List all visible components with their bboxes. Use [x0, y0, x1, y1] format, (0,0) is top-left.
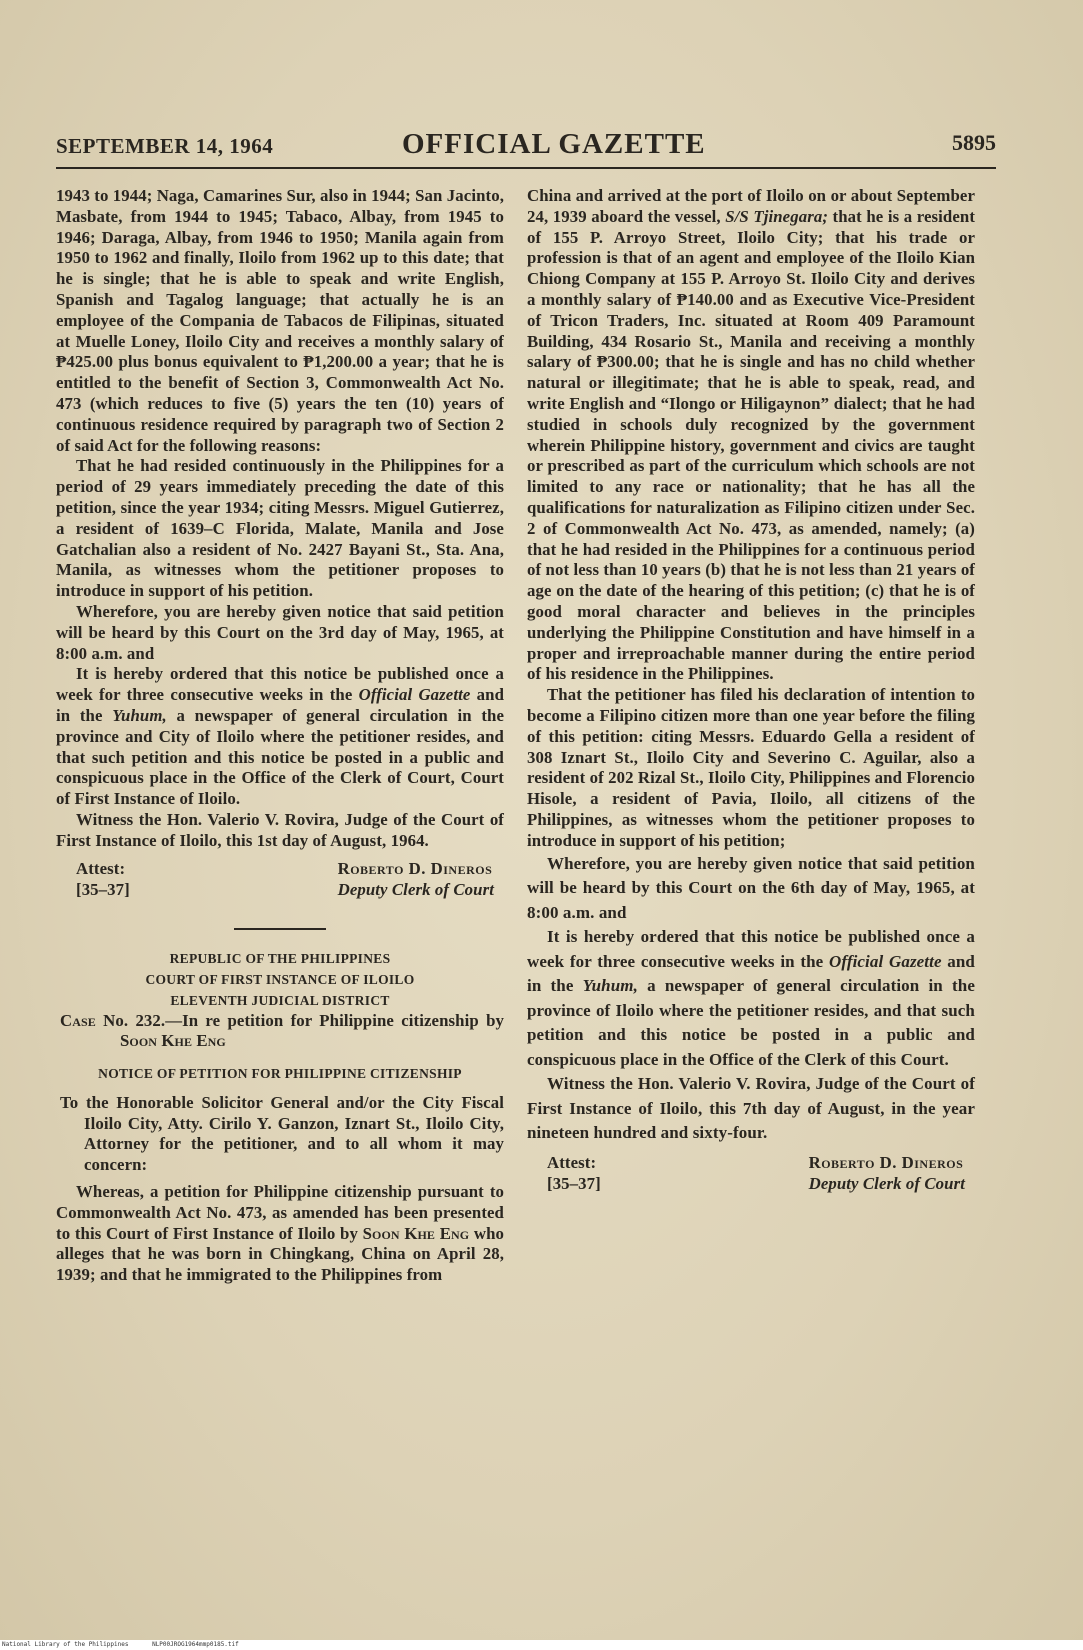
- paragraph-residence: That he had resided continuously in the Philippines for a period of 29 years immediately preceding the date of this petition, since the year 1934; citing Messrs. Miguel Gutierrez, a resident of 1639–C Florida, Malate, Manila and Jose Gatchalian also a resident of No. 2427 Bayani St., Sta. Ana, Manila, as witnesses whom the petitioner proposes to introduce in support of his petition.: [56, 456, 504, 601]
- district-heading: ELEVENTH JUDICIAL DISTRICT: [170, 992, 390, 1008]
- header-title: OFFICIAL GAZETTE: [402, 128, 706, 160]
- page-header: [56, 128, 996, 164]
- paragraph-wherefore: Wherefore, you are hereby given notice that said petition will be heard by this Court on the 3rd day of May, 1965, at 8:00 a.m. and: [56, 601, 504, 663]
- republic-heading: REPUBLIC OF THE PHILIPPINES: [169, 950, 391, 966]
- paragraph-declaration: That the petitioner has filed his declaration of intention to become a Filipino citizen more than one year before the filing of this petition: citing Messrs. Eduardo Gella a resident of 308 Iznart St., Iloilo City and Severino C. Aguilar, also a resident of 202 Rizal St., Iloilo City, Philippines and Florencio Hisole, a resident of Pavia, Iloilo, all citizens of the Philippines, as witnesses whom the petitioner proposes to introduce in support of his petition;: [527, 685, 975, 850]
- footer-filename: NLP00JROG1964mmp0185.tif: [152, 1641, 239, 1648]
- paragraph-whereas: Whereas, a petition for Philippine citizenship pursuant to Commonwealth Act No. 473, as amended has been presented to this Court of First Instance of Iloilo by Soon Khe Eng who alleges that he was born in Chingkang, China on April 28, 1939; and that he immigrated to the Philippines from: [56, 1182, 505, 1285]
- signer-name-right: Roberto D. Dineros: [808, 1152, 964, 1172]
- left-column: [56, 186, 504, 1286]
- attest-block-right: [527, 1152, 975, 1194]
- section-divider: [234, 928, 326, 930]
- header-date: SEPTEMBER 14, 1964: [56, 134, 274, 158]
- right-column: [527, 186, 975, 1194]
- page-number: 5895: [952, 130, 996, 155]
- continued-paragraph-right: China and arrived at the port of Iloilo on or about September 24, 1939 aboard the vessel, S/S Tjinegara; that he is a resident of 155 P. Arroyo Street, Iloilo City; that his trade or profession is that of an agent and employee of the Iloilo Kian Chiong Company at 155 P. Arroyo St. Iloilo City and derives a monthly salary of ₱140.00 and as Executive Vice-President of Tricon Traders, Inc. situated at Room 409 Paramount Building, 434 Rosario St., Manila and receiving a monthly salary of ₱300.00; that he is single and has no child whether natural or illegitimate; that he is able to speak, read, and write English and “Ilongo or Hiligaynon” dialect; that he had studied in schools duly recognized by the government wherein Philippine history, government and civics are taught or prescribed as part of the curriculum which schools are not limited to any race or nationality; that he has all the qualifications for naturalization as Filipino citizen under Sec. 2 of Commonwealth Act No. 473, as amended, namely; (a) that he had resided in the Philippines for a continuous period of not less than 10 years (b) that he is not less than 21 years of age on the date of the hearing of this petition; (c) that he is of good moral character and believes in the principles underlying the Philippine Constitution and have himself in a proper and irreproachable manner during the entire period of his residence in the Philippines.: [527, 186, 976, 684]
- attest-label: Attest:: [76, 858, 126, 878]
- case-caption: Case No. 232.—In re petition for Philippine citizenship by Soon Khe Eng: [60, 1010, 504, 1051]
- notice-title: NOTICE OF PETITION FOR PHILIPPINE CITIZENSHIP: [98, 1066, 462, 1082]
- publication-gazette: Official Gazette: [358, 685, 471, 705]
- paragraph-publication-order-right: It is hereby ordered that this notice be published once a week for three consecutive weeks in the Official Gazette and in the Yuhum, a newspaper of general circulation in the province of Iloilo where the petitioner resides, and that such petition and this notice be posted in a public and conspicuous place in the Office of the Clerk of this Court.: [527, 927, 975, 1069]
- signer-title-right: Deputy Clerk of Court: [808, 1173, 965, 1193]
- paragraph-publication-order: It is hereby ordered that this notice be published once a week for three consecutive weeks in the Official Gazette and in the Yuhum, a newspaper of general circulation in the province and City of Iloilo where the petitioner resides, and that such petition and this notice be posted in a public and conspicuous place in the Office of the Clerk of Court, Court of First Instance of Iloilo.: [56, 664, 505, 809]
- paragraph-witness: Witness the Hon. Valerio V. Rovira, Judge of the Court of First Instance of Iloilo, this 1st day of August, 1964.: [56, 809, 504, 850]
- continued-paragraph: 1943 to 1944; Naga, Camarines Sur, also in 1944; San Jacinto, Masbate, from 1944 to 1945; Tabaco, Albay, from 1945 to 1946; Daraga, Albay, from 1946 to 1950; Manila again from 1950 to 1962 and finally, Iloilo from 1962 up to this date; that he is single; that he is able to speak and write English, Spanish and Tagalog language; that actually he is an employee of the Compania de Tabacos de Filipinas, situated at Muelle Loney, Iloilo City and receives a monthly salary of ₱425.00 plus bonus equivalent to ₱1,200.00 a year; that he is entitled to the benefit of Section 3, Commonwealth Act No. 473 (which reduces to five (5) years the ten (10) years of continuous residence required by paragraph two of Section 2 of said Act for the following reasons:: [56, 186, 504, 455]
- attest-block: [56, 858, 504, 900]
- publication-yuhum: Yuhum,: [112, 705, 167, 725]
- footer-source: National Library of the Philippines: [2, 1641, 129, 1648]
- signer-name: Roberto D. Dineros: [337, 858, 493, 878]
- vessel-name: S/S Tjinegara;: [725, 206, 829, 226]
- court-heading: COURT OF FIRST INSTANCE OF ILOILO: [145, 971, 415, 987]
- header-rule: [56, 167, 996, 169]
- scan-footer: [0, 1640, 1083, 1650]
- attest-ref: [35–37]: [76, 879, 130, 899]
- addressee-paragraph: To the Honorable Solicitor General and/or the City Fiscal Iloilo City, Atty. Cirilo Y. Ganzon, Iznart St., Iloilo City, Attorney for the petitioner, and to all whom it may concern:: [60, 1092, 504, 1175]
- paragraph-wherefore-right: Wherefore, you are hereby given notice that said petition will be heard by this Court on the 6th day of May, 1965, at 8:00 a.m. and: [527, 853, 975, 922]
- attest-ref-right: [35–37]: [547, 1173, 601, 1193]
- signer-title: Deputy Clerk of Court: [337, 879, 494, 899]
- attest-label-right: Attest:: [547, 1152, 597, 1172]
- paragraph-witness-right: Witness the Hon. Valerio V. Rovira, Judge of the Court of First Instance of Iloilo, this 7th day of August, in the year nineteen hundred and sixty-four.: [527, 1074, 975, 1142]
